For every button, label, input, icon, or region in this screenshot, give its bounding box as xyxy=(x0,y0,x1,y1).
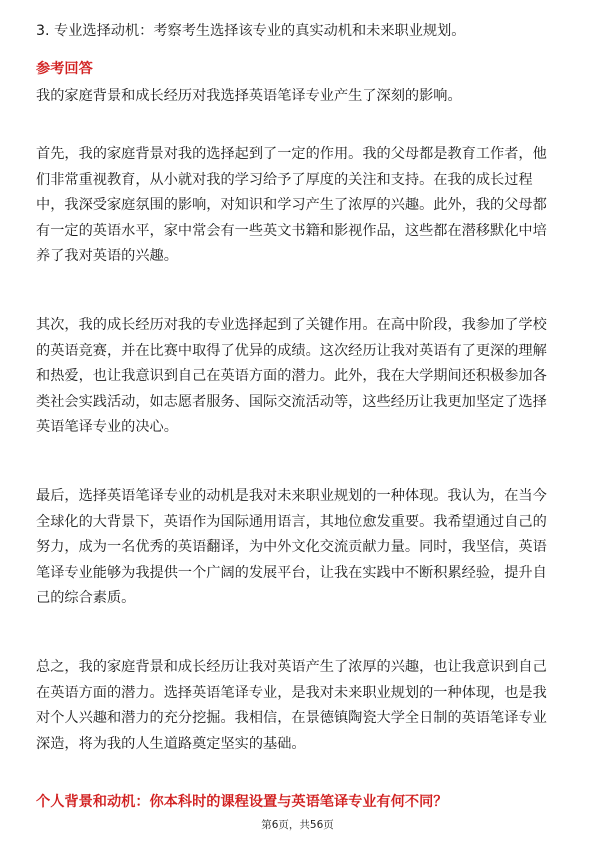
paragraph-intro xyxy=(36,84,560,110)
paragraph-line: 英语笔译专业的决心。 xyxy=(36,419,178,435)
paragraph-line: 的英语竞赛，并在比赛中取得了优异的成绩。这次经历让我对英语有了更深的理解 xyxy=(36,342,547,359)
paragraph-line: 全球化的大背景下，英语作为国际通用语言，其地位愈发重要。我希望通过自己的 xyxy=(36,513,547,530)
paragraph-line: 和热爱，也让我意识到自己在英语方面的潜力。此外，我在大学期间还积极参加各 xyxy=(36,368,547,384)
paragraph-line: 其次，我的成长经历对我的专业选择起到了关键作用。在高中阶段，我参加了学校 xyxy=(36,317,547,333)
paragraph-line: 类社会实践活动，如志愿者服务、国际交流活动等，这些经历让我更加坚定了选择 xyxy=(36,393,547,410)
paragraph-line: 最后，选择英语笔译专业的动机是我对未来职业规划的一种体现。我认为，在当今 xyxy=(36,488,547,504)
answer-label-block xyxy=(36,57,560,83)
paragraph-line: 中，我深受家庭氛围的影响，对知识和学习产生了浓厚的兴趣。此外，我的父母都 xyxy=(36,197,547,213)
paragraph-career xyxy=(36,484,560,612)
paragraph-experience xyxy=(36,313,560,441)
page-number: 第6页，共56页 xyxy=(261,819,334,831)
paragraph-line: 对个人兴趣和潜力的充分挖掘。我相信，在景德镇陶瓷大学全日制的英语笔译专业 xyxy=(36,710,547,726)
paragraph-line: 有一定的英语水平，家中常会有一些英文书籍和影视作品，这些都在潜移默化中培 xyxy=(36,222,547,239)
paragraph-line: 养了我对英语的兴趣。 xyxy=(36,248,178,264)
paragraph-line: 己的综合素质。 xyxy=(36,590,136,606)
question-heading: 3. 专业选择动机：考察考生选择该专业的真实动机和未来职业规划。 xyxy=(36,23,466,39)
paragraph-line: 在英语方面的潜力。选择英语笔译专业，是我对未来职业规划的一种体现，也是我 xyxy=(36,684,547,701)
next-question-heading: 个人背景和动机：你本科时的课程设置与英语笔译专业有何不同？ xyxy=(36,794,448,810)
paragraph-line: 笔译专业能够为我提供一个广阔的发展平台，让我在实践中不断积累经验，提升自 xyxy=(36,564,547,581)
question-heading-block xyxy=(36,19,560,45)
paragraph-line: 努力，成为一名优秀的英语翻译，为中外文化交流贡献力量。同时，我坚信，英语 xyxy=(36,539,547,555)
paragraph-family xyxy=(36,142,560,270)
answer-label: 参考回答 xyxy=(36,61,93,77)
paragraph-line: 首先，我的家庭背景对我的选择起到了一定的作用。我的父母都是教育工作者，他 xyxy=(36,146,547,162)
paragraph-line: 们非常重视教育，从小就对我的学习给予了厚度的关注和支持。在我的成长过程 xyxy=(36,171,533,188)
next-question-block xyxy=(36,790,560,816)
paragraph-line: 我的家庭背景和成长经历对我选择英语笔译专业产生了深刻的影响。 xyxy=(36,88,462,104)
paragraph-line: 总之，我的家庭背景和成长经历让我对英语产生了浓厚的兴趣，也让我意识到自己 xyxy=(36,659,547,675)
paragraph-line: 深造，将为我的人生道路奠定坚实的基础。 xyxy=(36,735,306,752)
paragraph-conclusion xyxy=(36,655,560,757)
